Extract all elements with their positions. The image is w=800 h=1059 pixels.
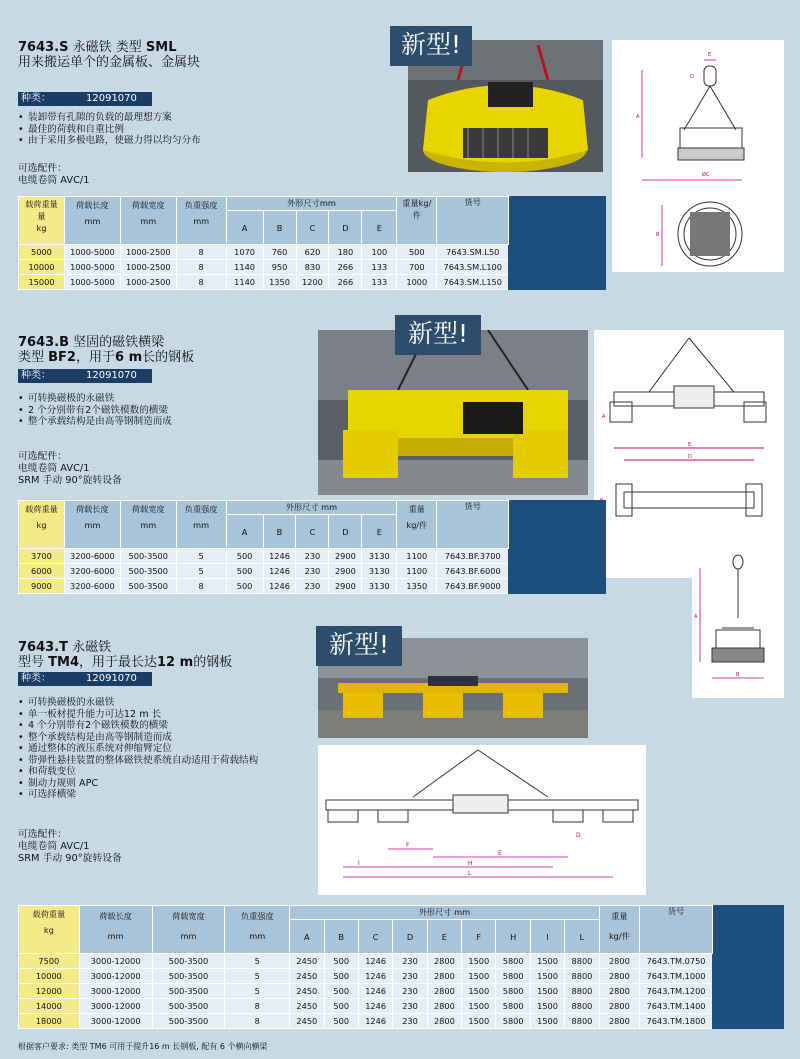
svg-text:F: F bbox=[406, 842, 410, 849]
s3-new-badge: 新型! bbox=[316, 626, 402, 666]
svg-text:D: D bbox=[576, 832, 581, 839]
feature-item: • 装卸带有孔隙的负载的最理想方案 bbox=[18, 112, 201, 124]
s2-spec-table: 载荷重量 kg 荷载长度 mm 荷载宽度 mm 负重强度 mm 外形尺寸 mm 重量 kg/件 货号 A B C D E 3700 3200-6000 500-3500 5 500 1246 230 2900 3130 1100 7643.BF.3700 6000 3200-6000 500-3500 5 500 1246 230 2900 3130 1100 7643.BF.6000 9000 3200-6000 500-3500 8 500 1246 230 2900 3130 1350 7643.BF.9000 bbox=[18, 500, 606, 594]
table-row: 5000 1000-5000 1000-2500 8 1070 760 620 180 100 500 7643.SM.L50 bbox=[19, 245, 606, 260]
s2-subtitle: 类型 BF2，用于6 m长的钢板 bbox=[18, 350, 195, 365]
s1-features bbox=[18, 112, 201, 147]
table-row: 14000 3000-12000 500-3500 8 2450 500 1246 230 2800 1500 5800 1500 8800 2800 7643.TM.1400 bbox=[19, 999, 784, 1014]
s3-side-diagram bbox=[692, 548, 784, 698]
table-row: 9000 3200-6000 500-3500 8 500 1246 230 2900 3130 1350 7643.BF.9000 bbox=[19, 579, 606, 594]
feature-item: • 通过整体的液压系统对伸缩臂定位 bbox=[18, 743, 258, 755]
svg-text:L: L bbox=[468, 870, 472, 877]
feature-item: • 由于采用多极电路，使磁力得以均匀分布 bbox=[18, 135, 201, 147]
table-row: 15000 1000-5000 1000-2500 8 1140 1350 1200 266 133 1000 7643.SM.L150 bbox=[19, 275, 606, 290]
svg-text:A: A bbox=[636, 114, 640, 120]
feature-item: • 可转换磁极的永磁铁 bbox=[18, 697, 258, 709]
svg-text:D: D bbox=[690, 74, 694, 80]
svg-text:E: E bbox=[498, 850, 502, 857]
feature-item: • 单一板材提升能力可达12 m 长 bbox=[18, 709, 258, 721]
feature-item: • 和荷载变位 bbox=[18, 766, 258, 778]
svg-text:A: A bbox=[602, 414, 606, 420]
s1-subtitle: 用来搬运单个的金属板、金属块 bbox=[18, 55, 201, 70]
feature-item: • 4 个分别带有2个磁铁模数的横梁 bbox=[18, 720, 258, 732]
svg-text:I: I bbox=[358, 860, 360, 867]
s2-new-badge: 新型! bbox=[395, 315, 481, 355]
feature-item: • 整个承载结构是由高等钢制造而成 bbox=[18, 732, 258, 744]
svg-text:D: D bbox=[688, 454, 692, 460]
s2-accessories: 可选配件： 电缆卷筒 AVC/1 SRM 手动 90°旋转设备 bbox=[18, 451, 122, 486]
s1-accessories: 可选配件： 电缆卷筒 AVC/1 bbox=[18, 163, 90, 186]
s3-spec-table: 载荷重量 kg 荷载长度 mm 荷载宽度 mm 负重强度 mm 外形尺寸 mm 重量 kg/件 货号 A B C D E F H I L 7500 3000-12000 500-3500 5 2450 500 1246 230 2800 1500 5800 1500 8800 2800 7643.TM.0750 10000 3000-12000 500-3500 5 2450 500 1246 230 2800 1500 5800 1500 8800 2800 7643.TM.1000 12000 3000-12000 500-3500 5 2450 500 1246 230 2800 1500 5800 1500 8800 2800 7643.TM.1200 14000 3000-12000 500-3500 8 2450 500 1246 230 2800 1500 5800 1500 8800 2800 7643.TM.1400 18000 3000-12000 500-3500 8 2450 500 1246 230 2800 1500 5800 1500 8800 2800 7643.TM.1800 bbox=[18, 905, 784, 1029]
table-row: 18000 3000-12000 500-3500 8 2450 500 1246 230 2800 1500 5800 1500 8800 2800 7643.TM.1800 bbox=[19, 1014, 784, 1029]
feature-item: • 整个承载结构是由高等钢制造而成 bbox=[18, 416, 172, 428]
s3-title: 7643.T 永磁铁 bbox=[18, 640, 112, 655]
svg-text:E: E bbox=[708, 52, 712, 58]
table-row: 12000 3000-12000 500-3500 5 2450 500 1246 230 2800 1500 5800 1500 8800 2800 7643.TM.1200 bbox=[19, 984, 784, 999]
s3-features bbox=[18, 697, 258, 801]
s2-category: 种类： 12091070 bbox=[18, 369, 152, 383]
s3-footnote: 根据客户要求: 类型 TM6 可用于提升16 m 长钢板, 配有 6 个横向横梁 bbox=[18, 1042, 268, 1051]
feature-item: • 2 个分别带有2个磁铁模数的横梁 bbox=[18, 405, 172, 417]
svg-text:E: E bbox=[688, 442, 692, 448]
s2-features bbox=[18, 393, 172, 428]
s2-diagram bbox=[594, 330, 784, 578]
feature-item: • 可转换磁极的永磁铁 bbox=[18, 393, 172, 405]
s2-title: 7643.B 坚固的磁铁横梁 bbox=[18, 335, 165, 350]
svg-text:ØC: ØC bbox=[702, 172, 710, 178]
svg-text:H: H bbox=[468, 860, 473, 867]
svg-text:A: A bbox=[694, 614, 698, 620]
s3-subtitle: 型号 TM4，用于最长达12 m的钢板 bbox=[18, 655, 233, 670]
s3-accessories: 可选配件： 电缆卷筒 AVC/1 SRM 手动 90°旋转设备 bbox=[18, 829, 122, 864]
s1-new-badge: 新型! bbox=[390, 26, 472, 66]
s3-category: 种类： 12091070 bbox=[18, 672, 152, 686]
s1-category: 种类： 12091070 bbox=[18, 92, 152, 106]
s1-diagram bbox=[612, 40, 784, 272]
feature-item: • 最佳的荷载和自重比例 bbox=[18, 124, 201, 136]
table-row: 10000 3000-12000 500-3500 5 2450 500 1246 230 2800 1500 5800 1500 8800 2800 7643.TM.1000 bbox=[19, 969, 784, 984]
table-row: 6000 3200-6000 500-3500 5 500 1246 230 2900 3130 1100 7643.BF.6000 bbox=[19, 564, 606, 579]
s3-main-diagram bbox=[318, 745, 646, 895]
s1-spec-table: 载荷重量 量 kg 荷载长度 mm 荷载宽度 mm 负重强度 mm 外形尺寸mm 重量kg/ 件 货号 A B C D E 5000 1000-5000 1000-2500 8 1070 760 620 180 100 500 7643.SM.L50 10000 1000-5000 1000-2500 8 1140 950 830 266 133 700 7643.SM.L100 15000 1000-5000 1000-2500 8 1140 1350 1200 266 133 1000 7643.SM.L150 bbox=[18, 196, 606, 290]
feature-item: • 制动力规则 APC bbox=[18, 778, 258, 790]
table-row: 10000 1000-5000 1000-2500 8 1140 950 830 266 133 700 7643.SM.L100 bbox=[19, 260, 606, 275]
table-row: 3700 3200-6000 500-3500 5 500 1246 230 2900 3130 1100 7643.BF.3700 bbox=[19, 549, 606, 564]
s1-title: 7643.S 永磁铁 类型 SML bbox=[18, 40, 177, 55]
table-row: 7500 3000-12000 500-3500 5 2450 500 1246 230 2800 1500 5800 1500 8800 2800 7643.TM.0750 bbox=[19, 954, 784, 969]
feature-item: • 可选择横梁 bbox=[18, 789, 258, 801]
svg-text:B: B bbox=[736, 672, 740, 678]
feature-item: • 带弹性悬挂装置的整体磁铁使系统自动适用于荷载结构 bbox=[18, 755, 258, 767]
svg-text:B: B bbox=[656, 232, 660, 238]
